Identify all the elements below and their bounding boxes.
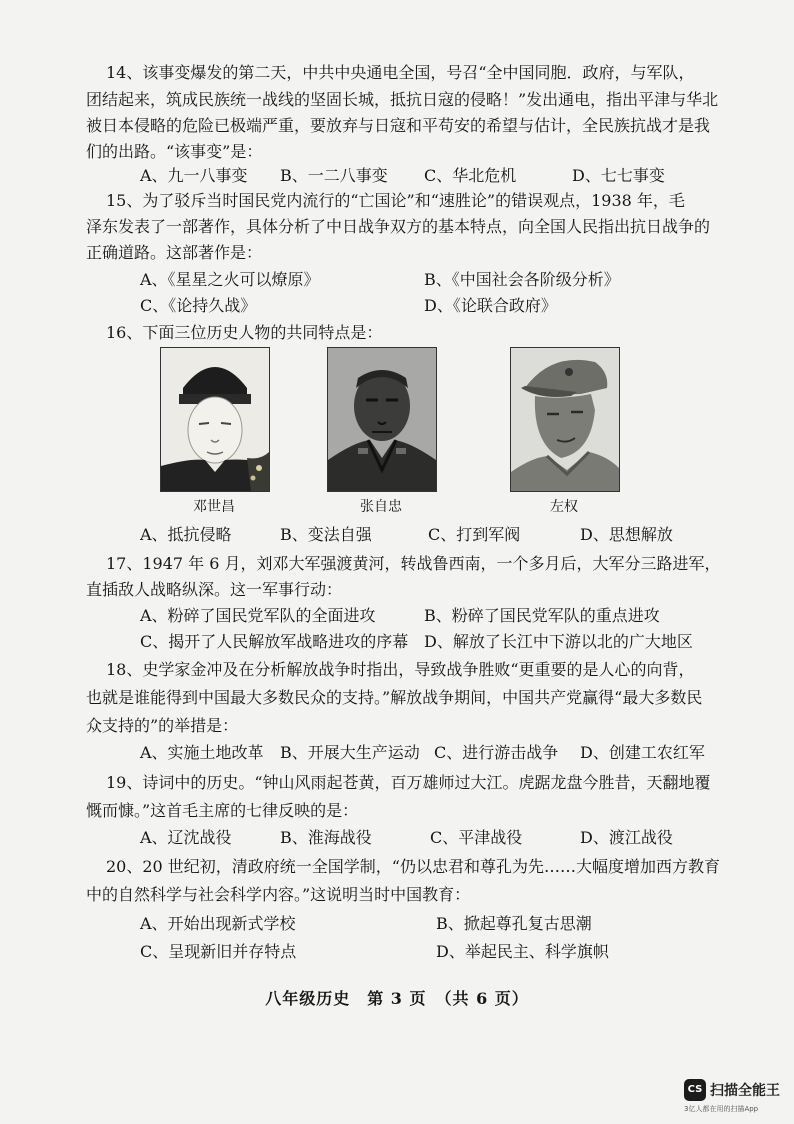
q20-line-2: 中的自然科学与社会科学内容。”这说明当时中国教育： — [86, 885, 471, 904]
q16-line-1: 16、下面三位历史人物的共同特点是： — [106, 323, 383, 342]
q20-option-d: D、举起民主、科学旗帜 — [436, 942, 609, 961]
q14-line-3: 被日本侵略的危险已极端严重，要放弃与日寇和平苟安的希望与估计，全民族抗战才是我 — [86, 116, 711, 135]
portrait-zuo-quan — [510, 347, 620, 492]
watermark-subtitle: 3亿人都在用的扫描App — [684, 1105, 759, 1113]
q14-option-a: A、九一八事变 — [140, 166, 248, 185]
q17-option-b: B、粉碎了国民党军队的重点进攻 — [424, 606, 660, 625]
portrait-zhang-zizhong — [327, 347, 437, 492]
q18-option-b: B、开展大生产运动 — [280, 743, 420, 762]
q17-line-1: 17、1947 年 6 月，刘邓大军强渡黄河，转战鲁西南，一个多月后，大军分三路进军， — [106, 554, 721, 573]
caption-zhang-zizhong: 张自忠 — [360, 499, 402, 515]
q14-line-4: 们的出路。“该事变”是： — [86, 142, 263, 161]
q18-option-d: D、创建工农红军 — [580, 743, 705, 762]
watermark-name: 扫描全能王 — [710, 1083, 780, 1099]
q14-option-d: D、七七事变 — [572, 166, 665, 185]
q17-option-c: C、揭开了人民解放军战略进攻的序幕 — [140, 632, 409, 651]
q16-option-d: D、思想解放 — [580, 525, 673, 544]
portrait-zhang-zizhong-image — [328, 348, 436, 491]
q20-option-b: B、掀起尊孔复古思潮 — [436, 914, 592, 933]
q20-option-a: A、开始出现新式学校 — [140, 914, 296, 933]
portrait-zuo-quan-image — [511, 348, 619, 491]
q14-option-c: C、华北危机 — [424, 166, 517, 185]
q17-option-a: A、粉碎了国民党军队的全面进攻 — [140, 606, 376, 625]
camscanner-logo-icon: CS — [684, 1079, 706, 1101]
q15-option-b: B、《中国社会各阶级分析》 — [424, 270, 620, 289]
q19-option-a: A、辽沈战役 — [140, 828, 232, 847]
q14-line-2: 团结起来，筑成民族统一战线的坚固长城，抵抗日寇的侵略！”发出通电，指出平津与华北 — [86, 90, 719, 109]
portrait-deng-shichang-image — [161, 348, 269, 491]
page-footer: 八年级历史 第 3 页 （共 6 页） — [265, 989, 529, 1008]
portrait-deng-shichang — [160, 347, 270, 492]
q18-line-3: 众支持的”的举措是： — [86, 716, 239, 735]
q15-line-1: 15、为了驳斥当时国民党内流行的“亡国论”和“速胜论”的错误观点，1938 年，毛 — [106, 191, 685, 210]
q19-option-c: C、平津战役 — [430, 828, 523, 847]
caption-zuo-quan: 左权 — [550, 499, 578, 515]
q16-option-c: C、打到军阀 — [428, 525, 521, 544]
q18-option-c: C、进行游击战争 — [434, 743, 559, 762]
q17-option-d: D、解放了长江中下游以北的广大地区 — [424, 632, 693, 651]
q20-line-1: 20、20 世纪初，清政府统一全国学制，“仍以忠君和尊孔为先……大幅度增加西方教育 — [106, 857, 720, 876]
q20-option-c: C、呈现新旧并存特点 — [140, 942, 297, 961]
q19-option-b: B、淮海战役 — [280, 828, 372, 847]
q18-line-1: 18、史学家金冲及在分析解放战争时指出，导致战争胜败“更重要的是人心的向背， — [106, 660, 695, 679]
q16-option-a: A、抵抗侵略 — [140, 525, 232, 544]
q15-option-d: D、《论联合政府》 — [424, 296, 557, 315]
scanner-watermark — [684, 1079, 792, 1119]
q19-option-d: D、渡江战役 — [580, 828, 673, 847]
q19-line-2: 慨而慷。”这首毛主席的七律反映的是： — [86, 801, 359, 820]
q19-line-1: 19、诗词中的历史。“钟山风雨起苍黄，百万雄师过大江。虎踞龙盘今胜昔，天翻地覆 — [106, 773, 711, 792]
q14-option-b: B、一二八事变 — [280, 166, 388, 185]
q17-line-2: 直插敌人战略纵深。这一军事行动： — [86, 580, 343, 599]
q18-line-2: 也就是谁能得到中国最大多数民众的支持。”解放战争期间，中国共产党赢得“最大多数民 — [86, 688, 703, 707]
q14-line-1: 14、该事变爆发的第二天，中共中央通电全国，号召“全中国同胞．政府，与军队， — [106, 63, 695, 82]
q15-option-a: A、《星星之火可以燎原》 — [140, 270, 320, 289]
q18-option-a: A、实施土地改革 — [140, 743, 264, 762]
q15-option-c: C、《论持久战》 — [140, 296, 257, 315]
caption-deng-shichang: 邓世昌 — [193, 499, 235, 515]
q15-line-2: 泽东发表了一部著作，具体分析了中日战争双方的基本特点，向全国人民指出抗日战争的 — [86, 217, 711, 236]
q16-option-b: B、变法自强 — [280, 525, 372, 544]
q15-line-3: 正确道路。这部著作是： — [86, 243, 263, 262]
